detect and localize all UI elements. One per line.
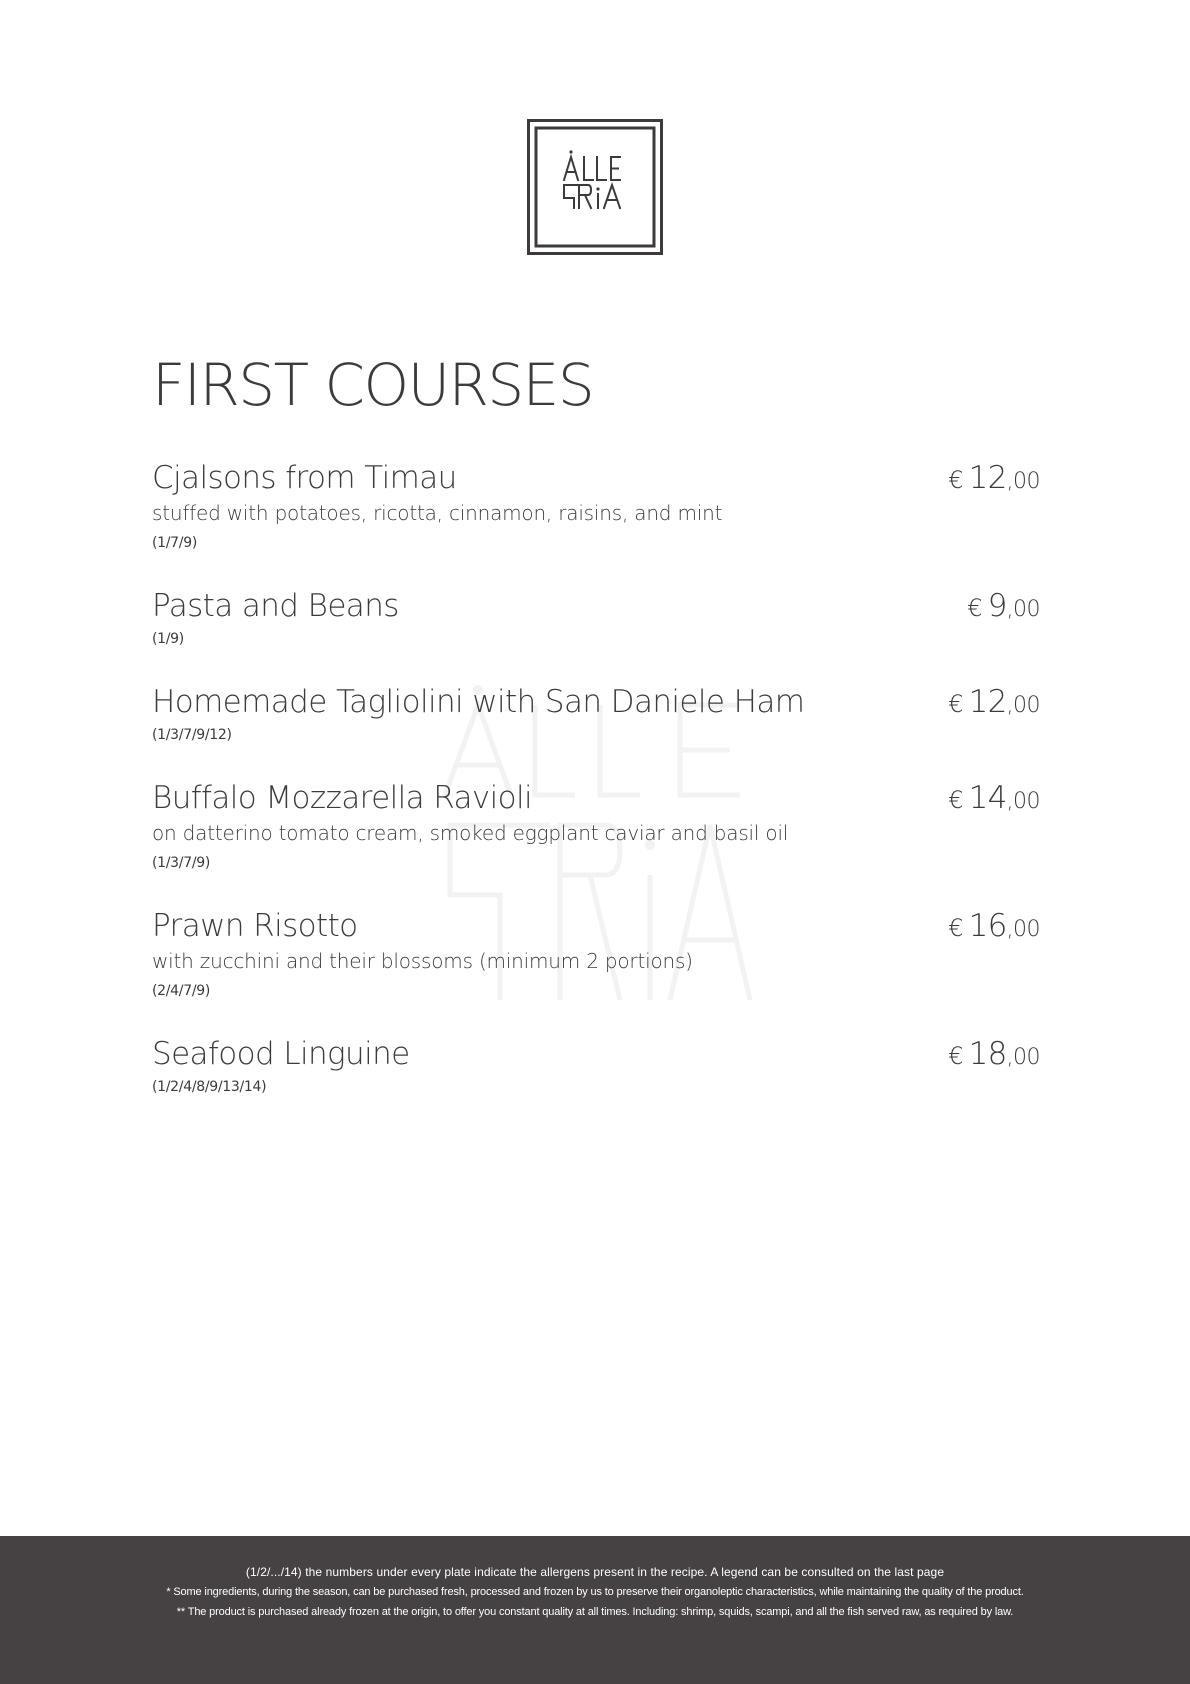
footer-allergen-note: (1/2/.../14) the numbers under every plate indicate the allergens present in the recipe. A legend can be consulted on the last page	[245, 1565, 945, 1579]
menu-item	[152, 588, 1040, 648]
price-decimal: ,00	[1006, 917, 1040, 942]
dish-allergens: (1/3/7/9/12)	[152, 727, 232, 743]
price-decimal: ,00	[1006, 789, 1040, 814]
dish-allergens: (2/4/7/9)	[152, 983, 211, 999]
dish-name: Homemade Tagliolini with San Daniele Ham	[152, 684, 805, 720]
footer-frozen-note: * Some ingredients, during the season, can be purchased fresh, processed and frozen by us to preserve their organoleptic characteristics, while maintaining the quality of the product.	[166, 1586, 1024, 1598]
price-integer: 12	[968, 684, 1007, 720]
menu-item	[152, 908, 1040, 1000]
price-decimal: ,00	[1006, 469, 1040, 494]
dish-name: Cjalsons from Timau	[152, 460, 457, 496]
dish-allergens: (1/9)	[152, 631, 184, 647]
price-integer: 14	[968, 780, 1007, 816]
allegria-logo	[527, 119, 663, 255]
dish-price	[948, 908, 1040, 949]
dish-description: stuffed with potatoes, ricotta, cinnamon, raisins, and mint	[152, 501, 723, 525]
menu-item	[152, 780, 1040, 872]
footer-origin-note: ** The product is purchased already frozen at the origin, to offer you constant quality at all times. Including: shrimp, squids, scampi, and all the fish served raw, as required by law.	[176, 1606, 1014, 1618]
price-integer: 9	[987, 588, 1007, 624]
currency-symbol: €	[948, 690, 964, 718]
dish-name: Prawn Risotto	[152, 908, 358, 944]
price-integer: 18	[968, 1036, 1007, 1072]
price-decimal: ,00	[1006, 597, 1040, 622]
price-integer: 12	[968, 460, 1007, 496]
currency-symbol: €	[948, 914, 964, 942]
section-title: FIRST COURSES	[152, 351, 594, 419]
currency-symbol: €	[948, 786, 964, 814]
dish-price	[948, 684, 1040, 725]
dish-name: Buffalo Mozzarella Ravioli	[152, 780, 533, 816]
menu-item	[152, 684, 1040, 744]
dish-name: Seafood Linguine	[152, 1036, 410, 1072]
dish-allergens: (1/3/7/9)	[152, 855, 211, 871]
dish-name: Pasta and Beans	[152, 588, 399, 624]
dish-price	[948, 460, 1040, 501]
price-decimal: ,00	[1006, 693, 1040, 718]
menu-item	[152, 1036, 1040, 1096]
price-decimal: ,00	[1006, 1045, 1040, 1070]
dish-price	[948, 780, 1040, 821]
currency-symbol: €	[967, 594, 983, 622]
dish-description: with zucchini and their blossoms (minimum 2 portions)	[152, 949, 693, 973]
dish-allergens: (1/2/4/8/9/13/14)	[152, 1079, 267, 1095]
dish-allergens: (1/7/9)	[152, 535, 197, 551]
dish-description: on datterino tomato cream, smoked eggplant caviar and basil oil	[152, 821, 789, 845]
allergen-footer	[0, 1536, 1190, 1684]
dish-price	[967, 588, 1040, 629]
currency-symbol: €	[948, 1042, 964, 1070]
dish-price	[948, 1036, 1040, 1077]
currency-symbol: €	[948, 466, 964, 494]
menu-item	[152, 460, 1040, 552]
price-integer: 16	[968, 908, 1007, 944]
